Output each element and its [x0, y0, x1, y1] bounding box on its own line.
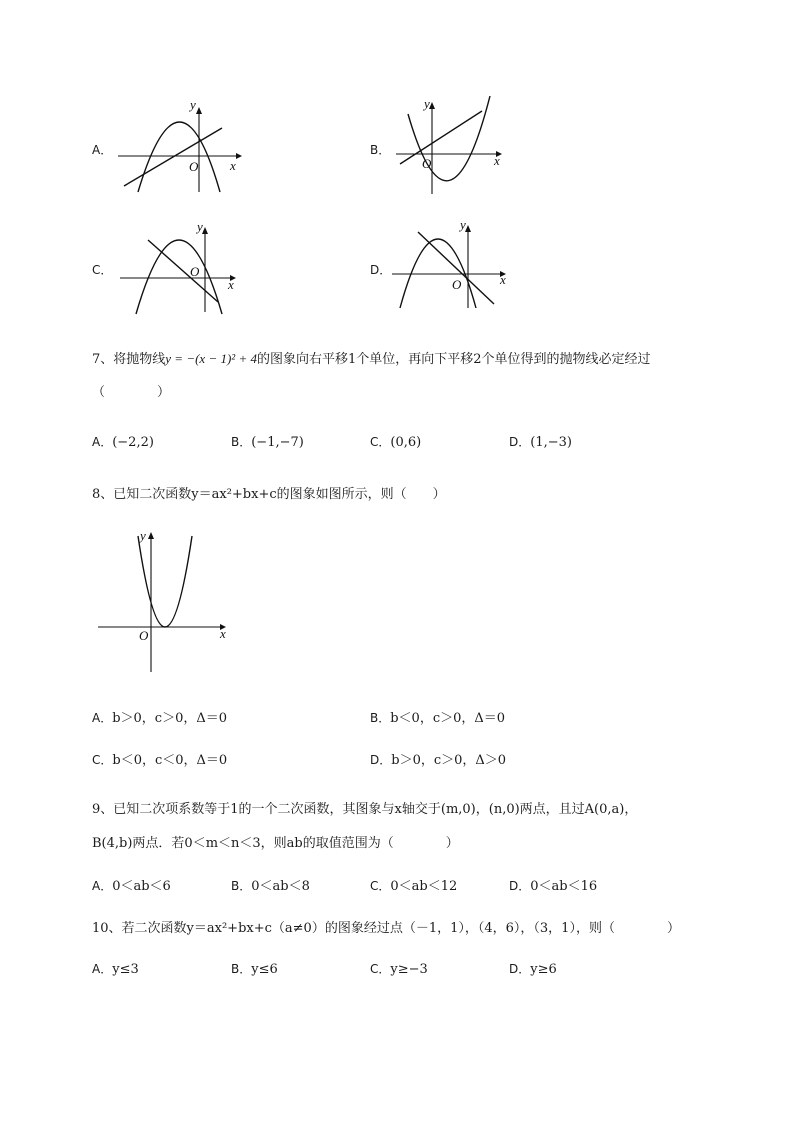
q10-option-d-text: y≥6 — [530, 962, 557, 977]
q6-graph-d — [390, 218, 516, 316]
q10-option-d: D．y≥6 — [509, 962, 557, 977]
y-axis-arrow — [196, 107, 202, 114]
y-axis-arrow — [202, 227, 208, 234]
q6-graph-c — [112, 218, 242, 316]
y-axis-arrow — [465, 225, 471, 232]
q7-option-b-value: (−1,−7) — [251, 435, 304, 450]
y-label: y — [424, 96, 430, 111]
q7-answer-paren: （ ） — [92, 385, 171, 400]
q6-option-b-label: B． — [370, 143, 391, 157]
origin-label: O — [189, 159, 199, 174]
q10-option-c-text: y≥−3 — [390, 962, 428, 977]
q9-option-a: A．0＜ab＜6 — [92, 879, 171, 894]
parabola — [138, 122, 220, 192]
q7-stem — [92, 348, 651, 367]
q9-option-d-text: 0＜ab＜16 — [530, 879, 598, 894]
q8-option-c-text: b＜0，c＜0，Δ＝0 — [112, 753, 228, 768]
q6-option-a-label: A． — [92, 143, 113, 157]
q8-option-c: C．b＜0，c＜0，Δ＝0 — [92, 753, 228, 768]
q10-option-a: A．y≤3 — [92, 962, 139, 977]
q7-option-a: A．(−2,2) — [92, 435, 154, 450]
origin-label: O — [422, 156, 432, 171]
y-label: y — [460, 218, 466, 232]
line — [418, 232, 494, 304]
y-axis-arrow — [429, 102, 435, 109]
q7-formula: y = −(x − 1)² + 4 — [165, 351, 257, 366]
line — [124, 128, 222, 186]
q10-stem: 10、若二次函数y＝ax²+bx+c（a≠0）的图象经过点（－1，1），（4，6），（3，1），则（ ） — [92, 921, 680, 936]
q6-option-d-label: D． — [370, 263, 392, 277]
q7-option-d-value: (1,−3) — [530, 435, 572, 450]
parabola — [138, 536, 192, 627]
q9-option-b: B．0＜ab＜8 — [231, 879, 310, 894]
q6-graph-a — [112, 96, 247, 196]
q7-option-c: C．(0,6) — [370, 435, 422, 450]
y-label: y — [190, 97, 196, 112]
q8-graph — [94, 524, 244, 676]
q8-option-b-text: b＜0，c＞0，Δ＝0 — [390, 711, 506, 726]
y-axis-arrow — [148, 532, 154, 539]
q7-option-a-value: (−2,2) — [112, 435, 154, 450]
x-label: x — [500, 272, 506, 287]
q10-option-b-text: y≤6 — [251, 962, 278, 977]
x-label: x — [230, 158, 236, 173]
q8-option-b: B．b＜0，c＞0，Δ＝0 — [370, 711, 506, 726]
q7-option-c-value: (0,6) — [390, 435, 422, 450]
y-label: y — [140, 528, 146, 543]
q9-option-d: D．0＜ab＜16 — [509, 879, 598, 894]
q7-prefix: 7、将抛物线 — [92, 352, 166, 367]
q6-option-c-label: C． — [92, 263, 113, 277]
x-label: x — [494, 153, 500, 168]
q9-option-a-text: 0＜ab＜6 — [112, 879, 171, 894]
q9-option-c: C．0＜ab＜12 — [370, 879, 458, 894]
parabola — [408, 96, 490, 181]
q9-option-c-text: 0＜ab＜12 — [390, 879, 458, 894]
q7-option-b: B．(−1,−7) — [231, 435, 304, 450]
q7-option-d: D．(1,−3) — [509, 435, 572, 450]
origin-label: O — [190, 264, 200, 279]
y-label: y — [197, 219, 203, 234]
origin-label: O — [139, 628, 149, 643]
q8-option-a: A．b＞0，c＞0，Δ＝0 — [92, 711, 228, 726]
x-axis-arrow — [236, 153, 242, 159]
q10-option-a-text: y≤3 — [112, 962, 139, 977]
x-label: x — [220, 626, 226, 641]
q10-option-b: B．y≤6 — [231, 962, 278, 977]
x-label: x — [228, 277, 234, 292]
q9-option-b-text: 0＜ab＜8 — [251, 879, 310, 894]
parabola — [136, 240, 222, 314]
q6-graph-b — [392, 96, 512, 196]
q9-stem-line1: 9、已知二次项系数等于1的一个二次函数，其图象与x轴交于(m,0)，(n,0)两点，且过A(0,a)， — [92, 802, 638, 817]
q8-stem: 8、已知二次函数y＝ax²+bx+c的图象如图所示，则（ ） — [92, 487, 446, 502]
q10-option-c: C．y≥−3 — [370, 962, 428, 977]
origin-label: O — [452, 277, 462, 292]
q8-option-a-text: b＞0，c＞0，Δ＝0 — [112, 711, 228, 726]
q9-stem-line2: B(4,b)两点．若0＜m＜n＜3，则ab的取值范围为（ ） — [92, 836, 459, 851]
q8-option-d: D．b＞0，c＞0，Δ＞0 — [370, 753, 507, 768]
q8-option-d-text: b＞0，c＞0，Δ＞0 — [391, 753, 507, 768]
q7-suffix: 的图象向右平移1个单位，再向下平移2个单位得到的抛物线必定经过 — [256, 352, 651, 367]
